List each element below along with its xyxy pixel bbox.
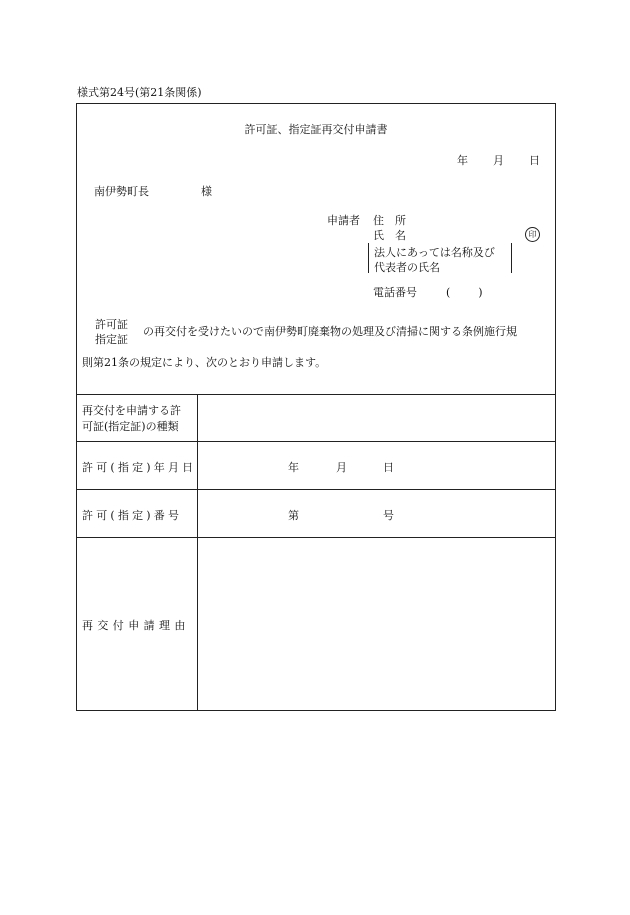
table-row-divider <box>76 489 556 490</box>
seal-mark: 印 <box>525 227 540 242</box>
form-number-label: 様式第24号(第21条関係) <box>77 86 202 99</box>
option-permit: 許可証 <box>95 318 128 331</box>
table-row-divider <box>76 537 556 538</box>
corporation-note-line2: 代表者の氏名 <box>374 261 440 274</box>
phone-label: 電話番号 <box>373 286 417 299</box>
row-permit-number-label: 許可(指定)番号 <box>82 509 183 522</box>
permit-number-prefix: 第 <box>288 509 299 522</box>
addressee-name: 南伊勢町長 <box>94 185 149 198</box>
permit-date-month: 月 <box>336 461 347 474</box>
table-row-divider <box>76 441 556 442</box>
date-day: 日 <box>529 154 540 167</box>
name-label: 氏 名 <box>373 229 406 242</box>
permit-number-suffix: 号 <box>383 509 394 522</box>
row-reissue-reason-label: 再交付申請理由 <box>82 619 190 632</box>
row-reissue-type-label-line2: 可証(指定証)の種類 <box>82 420 179 433</box>
body-text-line2: 則第21条の規定により、次のとおり申請します。 <box>82 356 327 369</box>
phone-parentheses: ( ) <box>446 286 485 299</box>
addressee-suffix: 様 <box>201 185 212 198</box>
address-label: 住 所 <box>373 214 406 227</box>
document-title: 許可証、指定証再交付申請書 <box>244 123 388 136</box>
reissue-reason-field[interactable] <box>203 545 553 705</box>
date-month: 月 <box>493 154 504 167</box>
table-top-line <box>76 394 556 395</box>
date-year: 年 <box>457 154 468 167</box>
row-permit-date-label: 許可(指定)年月日 <box>82 461 197 474</box>
permit-date-year: 年 <box>288 461 299 474</box>
corporation-note-line1: 法人にあっては名称及び <box>374 246 495 259</box>
table-column-divider <box>197 394 198 711</box>
reissue-type-field[interactable] <box>203 400 553 438</box>
row-reissue-type-label-line1: 再交付を申請する許 <box>82 404 181 417</box>
option-designation: 指定証 <box>95 333 128 346</box>
applicant-label: 申請者 <box>327 214 360 227</box>
body-text-line1: の再交付を受けたいので南伊勢町廃棄物の処理及び清掃に関する条例施行規 <box>143 325 517 338</box>
permit-date-day: 日 <box>383 461 394 474</box>
